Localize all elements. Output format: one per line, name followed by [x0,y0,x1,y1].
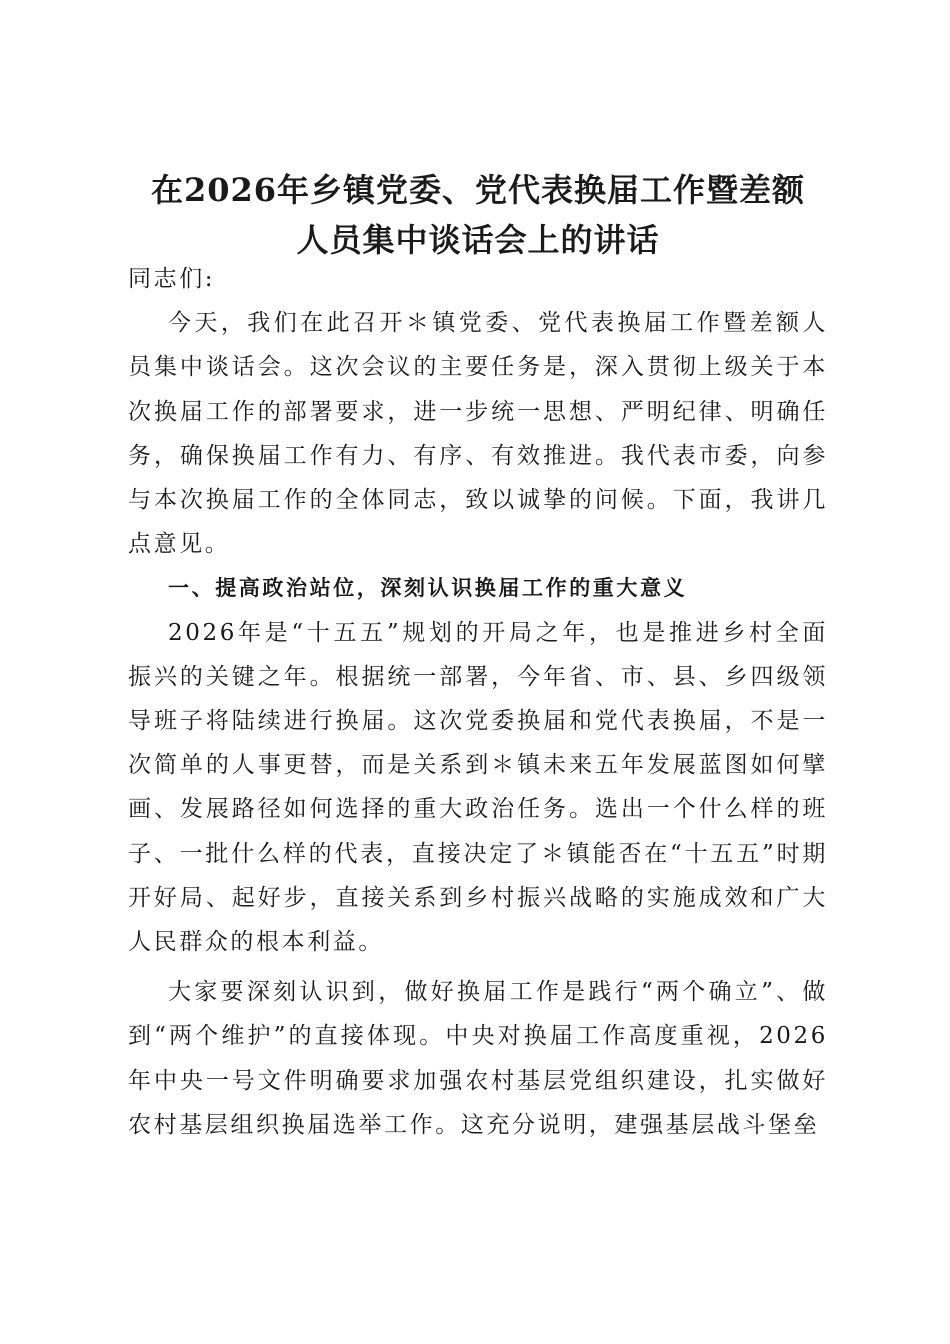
document-title [128,165,828,265]
section-1-heading: 一、提高政治站位，深刻认识换届工作的重大意义 [168,576,688,601]
section-1-paragraph-2: 大家要深刻认识到，做好换届工作是践行“两个确立”、做到“两个维护”的直接体现。中央对换届工作高度重视，2026年中央一号文件明确要求加强农村基层党组织建设，扎实做好农村基层组织换届选举工作。这充分说明，建强基层战斗堡垒 [128,979,828,1138]
section-1-paragraph-1: 2026年是“十五五”规划的开局之年，也是推进乡村全面振兴的关键之年。根据统一部署，今年省、市、县、乡四级领导班子将陆续进行换届。这次党委换届和党代表换届，不是一次简单的人事更替，而是关系到＊镇未来五年发展蓝图如何擘画、发展路径如何选择的重大政治任务。选出一个什么样的班子、一批什么样的代表，直接决定了＊镇能否在“十五五”时期开好局、起好步，直接关系到乡村振兴战略的实施成效和广大人民群众的根本利益。 [128,619,828,956]
title-line-2: 人员集中谈话会上的讲话 [296,221,660,259]
document-body [128,257,828,1147]
title-line-1: 在2026年乡镇党委、党代表换届工作暨差额 [150,171,806,209]
salutation: 同志们: [128,266,216,292]
opening-paragraph: 今天，我们在此召开＊镇党委、党代表换届工作暨差额人员集中谈话会。这次会议的主要任务是，深入贯彻上级关于本次换届工作的部署要求，进一步统一思想、严明纪律、明确任务，确保换届工作有力、有序、有效推进。我代表市委，向参与本次换届工作的全体同志，致以诚挚的问候。下面，我讲几点意见。 [128,310,828,558]
